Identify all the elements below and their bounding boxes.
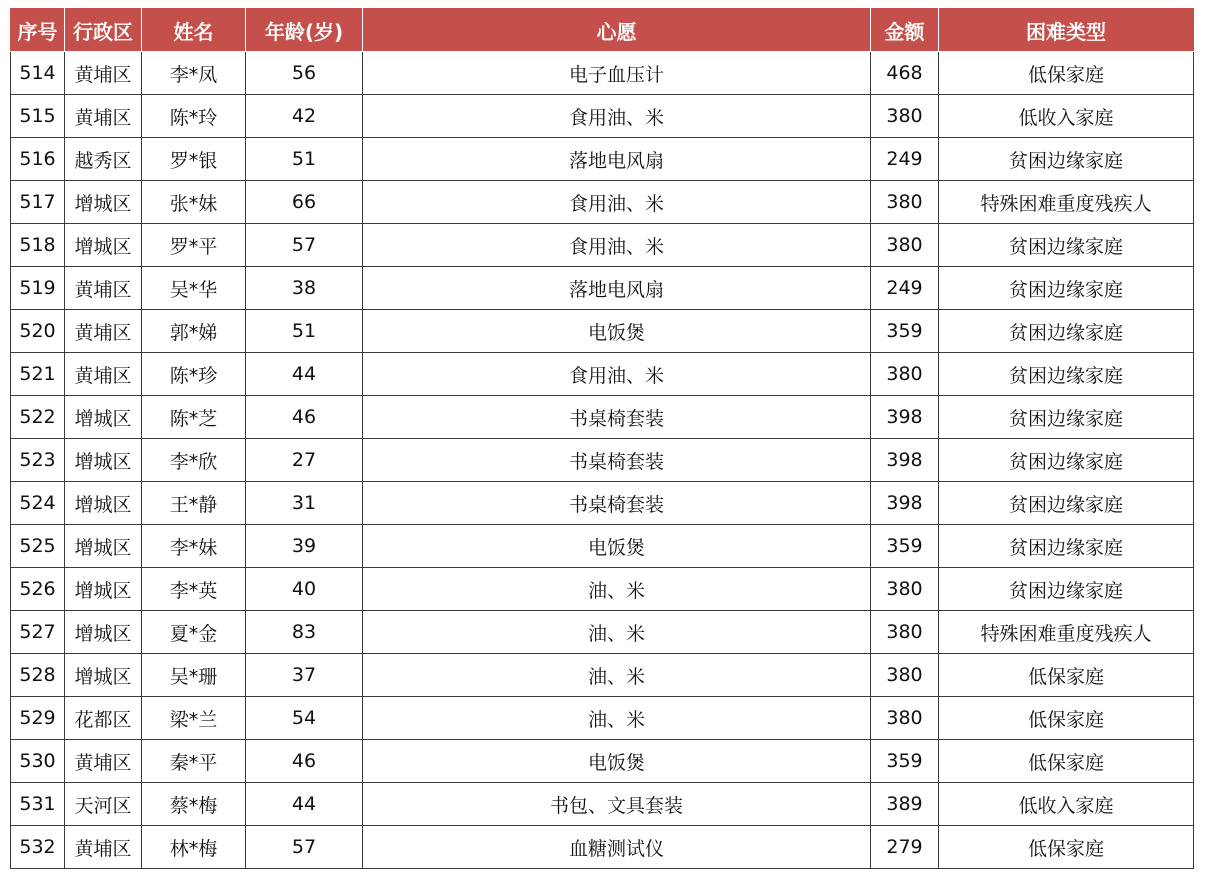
cell-index: 516 bbox=[11, 138, 65, 181]
cell-index: 532 bbox=[11, 826, 65, 869]
cell-age: 44 bbox=[246, 353, 363, 396]
cell-wish: 书桌椅套装 bbox=[363, 396, 871, 439]
cell-age: 38 bbox=[246, 267, 363, 310]
table-row bbox=[11, 52, 1194, 95]
cell-amount: 380 bbox=[871, 568, 939, 611]
cell-age: 46 bbox=[246, 740, 363, 783]
cell-amount: 468 bbox=[871, 52, 939, 95]
cell-age: 57 bbox=[246, 826, 363, 869]
cell-age: 83 bbox=[246, 611, 363, 654]
cell-name: 罗*银 bbox=[142, 138, 246, 181]
cell-district: 增城区 bbox=[65, 224, 142, 267]
cell-wish: 书桌椅套装 bbox=[363, 439, 871, 482]
cell-hardship-type: 低收入家庭 bbox=[939, 783, 1194, 826]
cell-district: 花都区 bbox=[65, 697, 142, 740]
cell-hardship-type: 贫困边缘家庭 bbox=[939, 310, 1194, 353]
header-amount: 金额 bbox=[871, 9, 939, 52]
cell-hardship-type: 特殊困难重度残疾人 bbox=[939, 611, 1194, 654]
cell-hardship-type: 贫困边缘家庭 bbox=[939, 482, 1194, 525]
cell-hardship-type: 贫困边缘家庭 bbox=[939, 138, 1194, 181]
cell-wish: 食用油、米 bbox=[363, 353, 871, 396]
cell-wish: 书包、文具套装 bbox=[363, 783, 871, 826]
header-hardship-type: 困难类型 bbox=[939, 9, 1194, 52]
cell-name: 陈*芝 bbox=[142, 396, 246, 439]
cell-amount: 389 bbox=[871, 783, 939, 826]
cell-age: 57 bbox=[246, 224, 363, 267]
header-index: 序号 bbox=[11, 9, 65, 52]
table-row bbox=[11, 740, 1194, 783]
cell-wish: 电子血压计 bbox=[363, 52, 871, 95]
cell-age: 31 bbox=[246, 482, 363, 525]
cell-age: 51 bbox=[246, 310, 363, 353]
table-row bbox=[11, 568, 1194, 611]
cell-name: 郭*娣 bbox=[142, 310, 246, 353]
cell-age: 54 bbox=[246, 697, 363, 740]
cell-wish: 油、米 bbox=[363, 654, 871, 697]
cell-district: 增城区 bbox=[65, 525, 142, 568]
cell-index: 530 bbox=[11, 740, 65, 783]
cell-age: 39 bbox=[246, 525, 363, 568]
cell-name: 李*英 bbox=[142, 568, 246, 611]
cell-hardship-type: 贫困边缘家庭 bbox=[939, 396, 1194, 439]
table-row bbox=[11, 826, 1194, 869]
header-age: 年龄(岁) bbox=[246, 9, 363, 52]
table-row bbox=[11, 267, 1194, 310]
cell-amount: 398 bbox=[871, 439, 939, 482]
cell-wish: 落地电风扇 bbox=[363, 267, 871, 310]
cell-index: 517 bbox=[11, 181, 65, 224]
cell-district: 增城区 bbox=[65, 611, 142, 654]
cell-wish: 食用油、米 bbox=[363, 181, 871, 224]
cell-hardship-type: 低保家庭 bbox=[939, 826, 1194, 869]
cell-age: 66 bbox=[246, 181, 363, 224]
table-row bbox=[11, 783, 1194, 826]
cell-district: 黄埔区 bbox=[65, 826, 142, 869]
cell-age: 40 bbox=[246, 568, 363, 611]
cell-amount: 380 bbox=[871, 224, 939, 267]
table-row bbox=[11, 224, 1194, 267]
cell-name: 秦*平 bbox=[142, 740, 246, 783]
cell-district: 增城区 bbox=[65, 396, 142, 439]
cell-name: 王*静 bbox=[142, 482, 246, 525]
cell-district: 天河区 bbox=[65, 783, 142, 826]
cell-name: 吴*华 bbox=[142, 267, 246, 310]
cell-index: 514 bbox=[11, 52, 65, 95]
cell-district: 越秀区 bbox=[65, 138, 142, 181]
cell-index: 527 bbox=[11, 611, 65, 654]
cell-district: 黄埔区 bbox=[65, 353, 142, 396]
cell-name: 梁*兰 bbox=[142, 697, 246, 740]
cell-wish: 书桌椅套装 bbox=[363, 482, 871, 525]
table-row bbox=[11, 181, 1194, 224]
cell-name: 张*妹 bbox=[142, 181, 246, 224]
wish-list-sheet bbox=[10, 8, 1194, 869]
cell-wish: 食用油、米 bbox=[363, 95, 871, 138]
cell-amount: 249 bbox=[871, 138, 939, 181]
header-district: 行政区 bbox=[65, 9, 142, 52]
cell-district: 增城区 bbox=[65, 439, 142, 482]
cell-amount: 380 bbox=[871, 697, 939, 740]
cell-name: 吴*珊 bbox=[142, 654, 246, 697]
cell-hardship-type: 贫困边缘家庭 bbox=[939, 353, 1194, 396]
cell-name: 李*妹 bbox=[142, 525, 246, 568]
table-row bbox=[11, 611, 1194, 654]
cell-hardship-type: 贫困边缘家庭 bbox=[939, 525, 1194, 568]
cell-hardship-type: 贫困边缘家庭 bbox=[939, 568, 1194, 611]
cell-index: 528 bbox=[11, 654, 65, 697]
cell-index: 529 bbox=[11, 697, 65, 740]
cell-index: 526 bbox=[11, 568, 65, 611]
cell-district: 黄埔区 bbox=[65, 95, 142, 138]
cell-amount: 359 bbox=[871, 310, 939, 353]
cell-amount: 359 bbox=[871, 525, 939, 568]
table-row bbox=[11, 697, 1194, 740]
header-name: 姓名 bbox=[142, 9, 246, 52]
cell-amount: 249 bbox=[871, 267, 939, 310]
table-row bbox=[11, 482, 1194, 525]
table-row bbox=[11, 138, 1194, 181]
cell-name: 李*凤 bbox=[142, 52, 246, 95]
cell-name: 林*梅 bbox=[142, 826, 246, 869]
cell-wish: 电饭煲 bbox=[363, 310, 871, 353]
cell-index: 515 bbox=[11, 95, 65, 138]
cell-wish: 电饭煲 bbox=[363, 740, 871, 783]
wish-table bbox=[10, 8, 1194, 869]
cell-wish: 食用油、米 bbox=[363, 224, 871, 267]
cell-district: 黄埔区 bbox=[65, 52, 142, 95]
table-row bbox=[11, 95, 1194, 138]
cell-index: 531 bbox=[11, 783, 65, 826]
cell-amount: 380 bbox=[871, 181, 939, 224]
cell-age: 27 bbox=[246, 439, 363, 482]
cell-index: 519 bbox=[11, 267, 65, 310]
cell-hardship-type: 贫困边缘家庭 bbox=[939, 267, 1194, 310]
cell-hardship-type: 特殊困难重度残疾人 bbox=[939, 181, 1194, 224]
cell-age: 42 bbox=[246, 95, 363, 138]
cell-name: 李*欣 bbox=[142, 439, 246, 482]
cell-amount: 398 bbox=[871, 482, 939, 525]
cell-age: 44 bbox=[246, 783, 363, 826]
header-wish: 心愿 bbox=[363, 9, 871, 52]
cell-wish: 落地电风扇 bbox=[363, 138, 871, 181]
cell-hardship-type: 低收入家庭 bbox=[939, 95, 1194, 138]
header-row bbox=[11, 9, 1194, 52]
cell-wish: 油、米 bbox=[363, 611, 871, 654]
cell-district: 增城区 bbox=[65, 181, 142, 224]
table-row bbox=[11, 439, 1194, 482]
cell-index: 520 bbox=[11, 310, 65, 353]
cell-district: 增城区 bbox=[65, 654, 142, 697]
cell-district: 黄埔区 bbox=[65, 267, 142, 310]
cell-hardship-type: 贫困边缘家庭 bbox=[939, 439, 1194, 482]
table-row bbox=[11, 310, 1194, 353]
cell-wish: 油、米 bbox=[363, 697, 871, 740]
cell-name: 夏*金 bbox=[142, 611, 246, 654]
cell-amount: 359 bbox=[871, 740, 939, 783]
cell-amount: 398 bbox=[871, 396, 939, 439]
cell-hardship-type: 低保家庭 bbox=[939, 654, 1194, 697]
cell-age: 56 bbox=[246, 52, 363, 95]
cell-index: 518 bbox=[11, 224, 65, 267]
cell-age: 37 bbox=[246, 654, 363, 697]
cell-index: 525 bbox=[11, 525, 65, 568]
cell-district: 黄埔区 bbox=[65, 740, 142, 783]
cell-hardship-type: 低保家庭 bbox=[939, 697, 1194, 740]
table-row bbox=[11, 353, 1194, 396]
cell-amount: 279 bbox=[871, 826, 939, 869]
cell-hardship-type: 低保家庭 bbox=[939, 740, 1194, 783]
cell-amount: 380 bbox=[871, 95, 939, 138]
cell-index: 523 bbox=[11, 439, 65, 482]
cell-wish: 血糖测试仪 bbox=[363, 826, 871, 869]
cell-name: 陈*玲 bbox=[142, 95, 246, 138]
cell-name: 蔡*梅 bbox=[142, 783, 246, 826]
table-row bbox=[11, 525, 1194, 568]
cell-wish: 油、米 bbox=[363, 568, 871, 611]
cell-age: 46 bbox=[246, 396, 363, 439]
cell-hardship-type: 贫困边缘家庭 bbox=[939, 224, 1194, 267]
cell-index: 521 bbox=[11, 353, 65, 396]
table-row bbox=[11, 396, 1194, 439]
cell-index: 522 bbox=[11, 396, 65, 439]
cell-age: 51 bbox=[246, 138, 363, 181]
cell-amount: 380 bbox=[871, 611, 939, 654]
table-header bbox=[11, 9, 1194, 52]
cell-district: 黄埔区 bbox=[65, 310, 142, 353]
cell-district: 增城区 bbox=[65, 482, 142, 525]
cell-name: 罗*平 bbox=[142, 224, 246, 267]
cell-name: 陈*珍 bbox=[142, 353, 246, 396]
table-row bbox=[11, 654, 1194, 697]
cell-hardship-type: 低保家庭 bbox=[939, 52, 1194, 95]
cell-amount: 380 bbox=[871, 654, 939, 697]
cell-wish: 电饭煲 bbox=[363, 525, 871, 568]
cell-district: 增城区 bbox=[65, 568, 142, 611]
table-body bbox=[11, 52, 1194, 869]
cell-amount: 380 bbox=[871, 353, 939, 396]
cell-index: 524 bbox=[11, 482, 65, 525]
